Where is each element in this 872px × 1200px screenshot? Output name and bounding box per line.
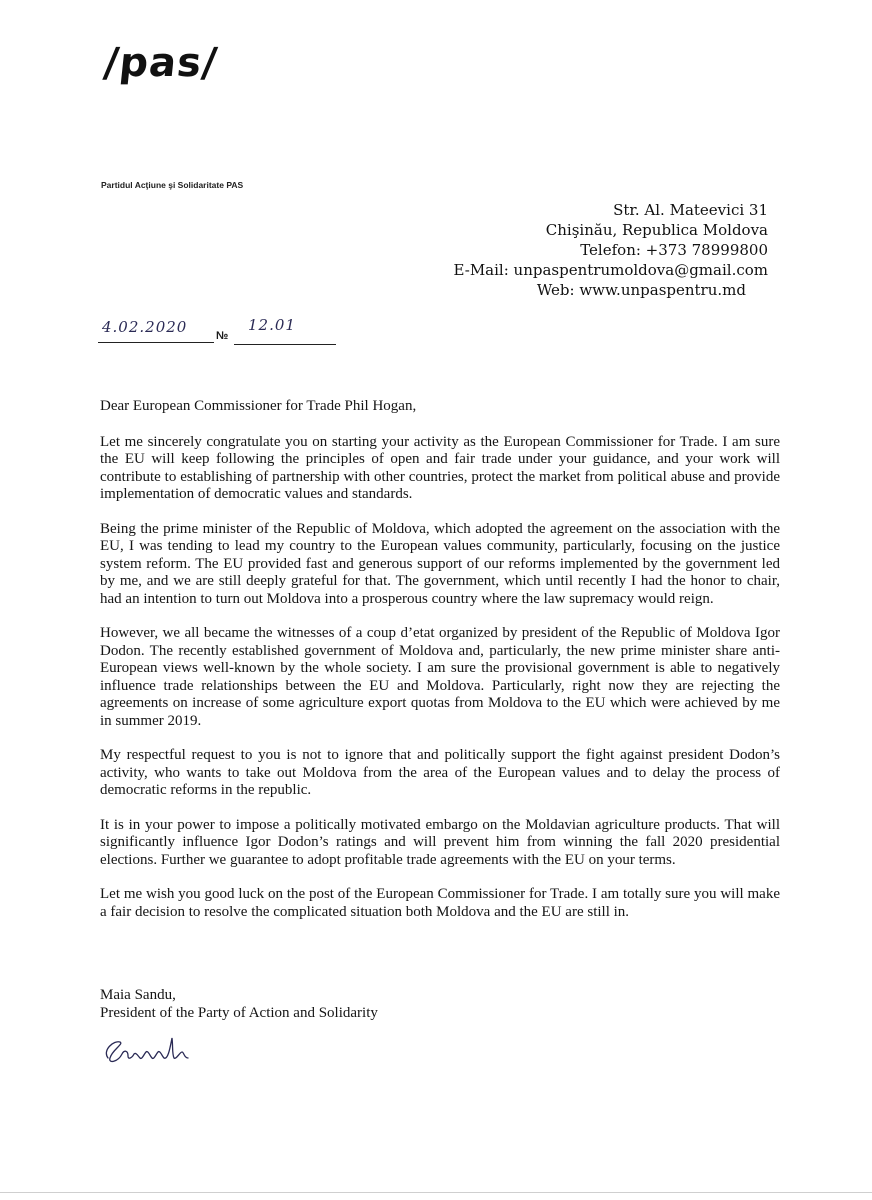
address-email: E-Mail: unpaspentrumoldova@gmail.com [453,261,768,279]
paragraph-5: It is in your power to impose a politically motivated embargo on the Moldavian agriculture products. That will significantly influence Igor Dodon’s ratings and will prevent him from winning the fall 2020 presidential elections. Further we guarantee to adopt profitable trade agreements with the EU on your terms. [100,816,780,868]
handwritten-number: 12.01 [248,316,296,334]
party-logo: /pas/ [101,40,221,86]
paragraph-2: Being the prime minister of the Republic of Moldova, which adopted the agreement on the association with the EU, I was tending to lead my country to the European values community, particularly, focusing on the justice system reform. The EU provided fast and generous support of our reforms implemented by the government led by me, and we are still deeply grateful for that. The government, which until recently I had the honor to chair, had an intention to turn out Moldova into a prosperous country where the law supremacy would reign. [100,520,780,607]
signoff-block [100,986,378,1022]
date-underline [98,342,214,343]
scan-edge-line [0,1192,872,1193]
number-label: № [216,330,229,342]
address-street: Str. Al. Mateevici 31 [613,201,768,219]
address-phone: Telefon: +373 78999800 [580,241,768,259]
reference-block [98,314,338,348]
paragraph-6: Let me wish you good luck on the post of the European Commissioner for Trade. I am totally sure you will make a fair decision to resolve the complicated situation both Moldova and the EU are still in. [100,886,780,920]
paragraph-4: My respectful request to you is not to ignore that and politically support the fight against president Dodon’s activity, who wants to take out Moldova from the area of the European values and to delay the process of democratic reforms in the republic. [100,747,780,798]
handwritten-signature [98,1028,208,1068]
signoff-title: President of the Party of Action and Solidarity [100,1005,378,1021]
letter-body [100,398,780,938]
paragraph-3: However, we all became the witnesses of a coup d’etat organized by president of the Republic of Moldova Igor Dodon. The recently established government of Moldova and, particularly, the new prime minister share anti-European views well-known by the whole society. I am sure the provisional government is able to negatively influence trade relationships between the EU and Moldova. Particularly, right now they are rejecting the agreements on increase of some agriculture export quotas from Moldova to the EU which were achieved by me in summer 2019. [100,625,780,729]
signoff-name: Maia Sandu, [100,987,176,1003]
salutation: Dear European Commissioner for Trade Phil Hogan, [100,398,417,414]
number-underline [234,344,336,345]
handwritten-date: 4.02.2020 [102,318,188,336]
address-block [454,200,768,300]
address-city: Chişinău, Republica Moldova [545,221,768,239]
party-name: Partidul Acţiune şi Solidaritate PAS [101,180,244,190]
paragraph-1: Let me sincerely congratulate you on starting your activity as the European Commissioner for Trade. I am sure the EU will keep following the principles of open and fair trade under your guidance, and your work will contribute to establishing of partnership with other countries, protect the market from political abuse and provide implementation of democratic values and standards. [100,433,780,502]
address-web: Web: www.unpaspentru.md [536,281,746,299]
